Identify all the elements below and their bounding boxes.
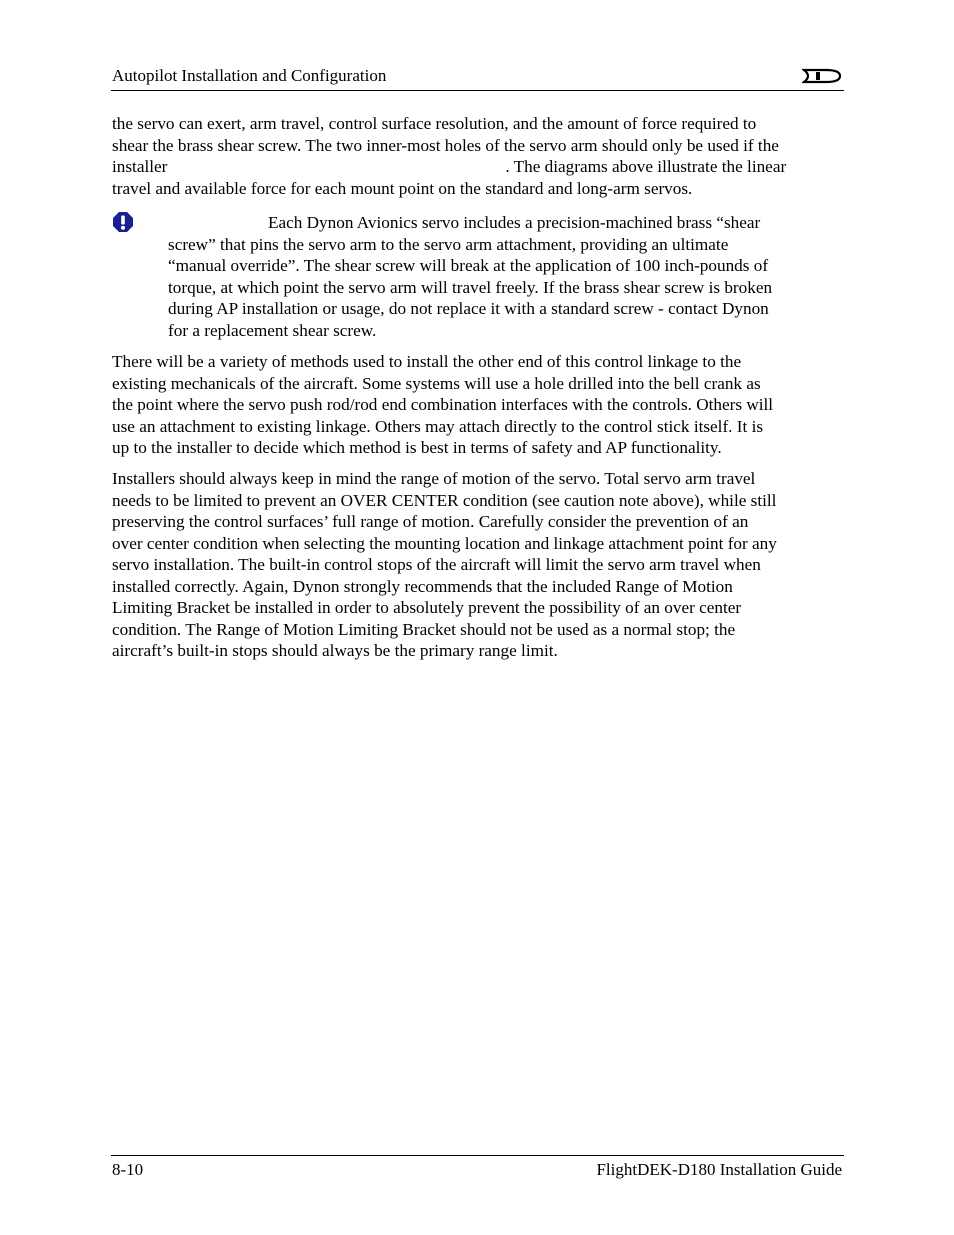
note-line: during AP installation or usage, do not replace it with a standard screw - contact Dynon [168, 299, 769, 318]
paragraph-line: up to the installer to decide which method is best in terms of safety and AP functionality. [112, 438, 722, 457]
paragraph-line: installed correctly. Again, Dynon strongly recommends that the included Range of Motion [112, 576, 733, 596]
page-number: 8-10 [112, 1160, 144, 1179]
paragraph-line: Installers should always keep in mind the range of motion of the servo. Total servo arm travel [112, 469, 756, 488]
paragraph-line: Limiting Bracket be installed in order to absolutely prevent the possibility of an over center [112, 598, 742, 617]
guide-title: FlightDEK-D180 Installation Guide [596, 1160, 842, 1179]
paragraph-line: the point where the servo push rod/rod end combination interfaces with the controls. Others will [112, 395, 774, 414]
note-line: “manual override”. The shear screw will break at the application of 100 inch-pounds of [168, 256, 769, 275]
paragraph-line: needs to be limited to prevent an OVER CENTER condition (see caution note above), while still [112, 490, 777, 510]
paragraph-line: condition. The Range of Motion Limiting Bracket should not be used as a normal stop; the [112, 619, 736, 639]
paragraph-line: use an attachment to existing linkage. Others may attach directly to the control stick itself. It is [112, 416, 764, 436]
paragraph-line: the servo can exert, arm travel, control surface resolution, and the amount of force required to [112, 114, 757, 133]
paragraph-line: There will be a variety of methods used to install the other end of this control linkage to the [112, 352, 742, 371]
note-line: Each Dynon Avionics servo includes a precision-machined brass “shear [268, 213, 761, 232]
paragraph-line [112, 156, 844, 178]
paragraph-servo-arm [112, 113, 844, 199]
dynon-logo-icon [802, 68, 842, 84]
paragraph-fragment: installer [112, 157, 168, 176]
paragraph-range-of-motion [112, 468, 844, 662]
caution-icon [112, 211, 134, 233]
note-line: for a replacement shear screw. [168, 320, 377, 340]
paragraph-line: aircraft’s built-in stops should always be the primary range limit. [112, 641, 558, 660]
header-title: Autopilot Installation and Configuration [112, 66, 387, 85]
note-line: torque, at which point the servo arm will travel freely. If the brass shear screw is broken [168, 277, 773, 297]
page-header [111, 64, 844, 91]
paragraph-linkage-methods [112, 351, 844, 459]
paragraph-line: servo installation. The built-in control stops of the aircraft will limit the servo arm travel when [112, 555, 761, 574]
paragraph-line: travel and available force for each mount point on the standard and long-arm servos. [112, 178, 693, 198]
paragraph-line: preserving the control surfaces’ full range of motion. Carefully consider the prevention of an [112, 512, 749, 531]
page-footer [111, 1155, 844, 1186]
paragraph-line: over center condition when selecting the mounting location and linkage attachment point for any [112, 533, 777, 553]
caution-note-text [168, 212, 844, 341]
paragraph-line: shear the brass shear screw. The two inner-most holes of the servo arm should only be used if the [112, 135, 779, 155]
paragraph-fragment: . The diagrams above illustrate the linear [505, 157, 787, 176]
note-line: screw” that pins the servo arm to the servo arm attachment, providing an ultimate [168, 234, 729, 254]
paragraph-line: existing mechanicals of the aircraft. Some systems will use a hole drilled into the bell crank as [112, 373, 761, 393]
